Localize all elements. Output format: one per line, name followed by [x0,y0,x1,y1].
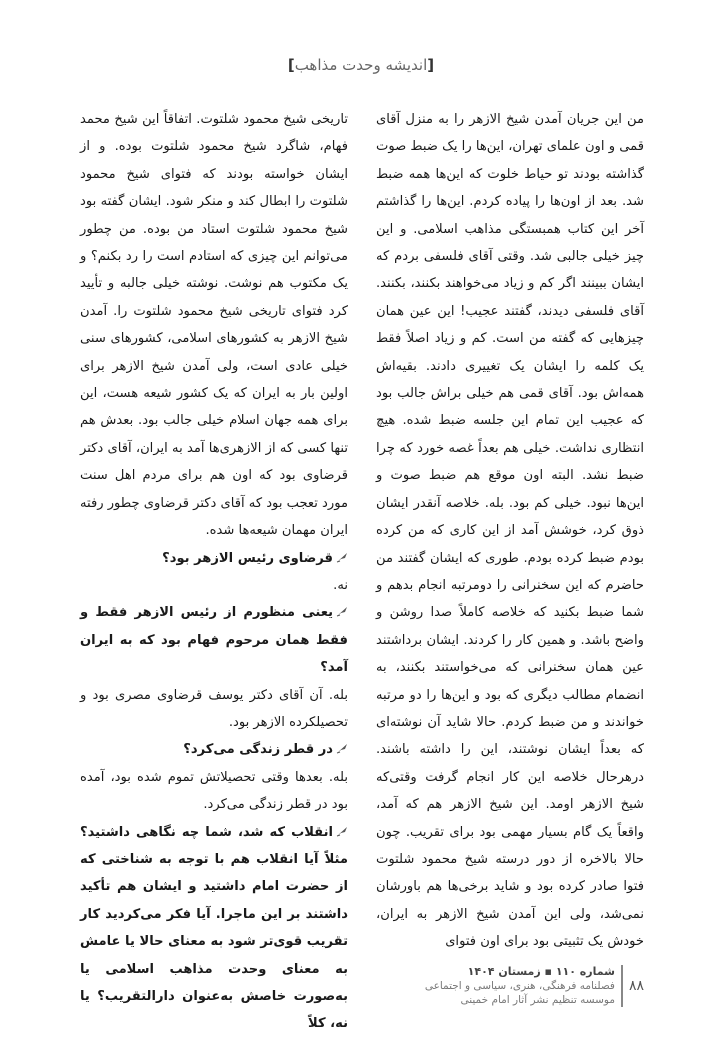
issue-info: شماره ۱۱۰ ▪ زمستان ۱۴۰۴ [467,965,615,978]
quill-pen-icon [336,552,348,563]
text-column-left [80,106,348,1038]
text-column-right [376,106,644,956]
footer-divider [621,965,623,1007]
paragraph [80,572,348,599]
footer-info [425,965,615,1007]
paragraph [80,764,348,819]
running-title [0,56,722,74]
quill-pen-icon [336,743,348,754]
paragraph-text: بله. آن آقای دکتر یوسف قرضاوی مصری بود و تحصیلکرده الازهر بود. [80,687,348,730]
journal-description: فصلنامه فرهنگی، هنری، سیاسی و اجتماعی [424,980,615,992]
interview-question [80,819,348,1038]
quill-pen-icon [336,826,348,837]
question-text: قرضاوی رئیس الازهر بود؟ [162,550,333,566]
paragraph-text: من این جریان آمدن شیخ الازهر را به منزل آقای قمی و اون علمای تهران، این‌ها را یک ضبط صوت گذاشته بودند تو حیاط خلوت که این‌ها همه ضبط شد. بعد از اون‌ها را پیاده کردم. این‌ها را گذاشتم آخر این کتاب همبستگی مذاهب اسلامی. و این چیز خیلی جالبی شد. وقتی آقای فلسفی بردم که ایشان ببینند اگر کم و زیاد می‌خواهند بکنند، بکنند. آقای فلسفی دیدند، گفتند عجیب! این عین همان چیزهایی که گفته من است. کم و زیاد اصلاً فقط یک کلمه را ایشان یک تغییری دادند. بقیه‌اش همه‌اش بود. آقای قمی هم خیلی براش جالب بود که عجیب این تمام این جلسه ضبط شده. هیچ انتظاری نداشت. خیلی هم بعداً غصه خورد که چرا ضبط نشد. البته اون موقع هم ضبط صوت و این‌ها نبود. خیلی کم بود. بله. خلاصه آنقدر ایشان ذوق کرد، خوشش آمد از این کاری که من کرده بودم ضبط کرده بودم. طوری که ایشان گفتند من حاضرم که این سخنرانی را دومرتبه انجام بدهم و شما ضبط بکنید که خلاصه کاملاً صدا روشن و واضح باشد. و همین کار را کردند. ایشان برداشتند عین همان سخنرانی که می‌خواستند بکنند، به انضمام مطالب دیگری که بود و این‌ها را دو مرتبه خواندند و من ضبط کردم. حالا شاید آن نوشته‌ای که بعداً ایشان نوشتند، این را داشته باشند. درهرحال خلاصه این کار انجام گرفت وقتی‌که شیخ الازهر اومد. این شیخ الازهر هم که آمد، واقعاً یک گام بسیار مهمی بود برای تقریب. چون حالا بالاخره از دور درسته شیخ محمود شلتوت فتوا صادر کرده بود و شاید برخی‌ها هم باورشان نمی‌شد، ولی این آمدن شیخ الازهر به ایران، خودش یک تثبیتی بود برای اون فتوای [376,112,644,950]
paragraph [376,106,644,956]
paragraph-text: تاریخی شیخ محمود شلتوت. اتفاقاً این شیخ محمد فهام، شاگرد شیخ محمود شلتوت بوده. و از ایشان خواسته بودند که فتوای شیخ محمود شلتوت را ابطال کند و منکر شود. ایشان گفته بود شیخ محمود شلتوت استاد من بوده. من چطور می‌توانم این چیزی که استادم است را رد بکنم؟ و یک مکتوب هم نوشت. نوشته خیلی جالبه و تأیید کرد فتوای تاریخی شیخ محمود شلتوت را. آمدن شیخ الازهر به کشورهای اسلامی، کشورهای سنی خیلی عادی است، ولی آمدن شیخ الازهر برای اولین بار به ایران که یک کشور شیعه هست، این برای همه جهان اسلام خیلی جالب بود. بعدش هم تنها کسی که از الازهری‌ها آمد به ایران، آقای دکتر قرضاوی بود که اون هم برای مردم اهل سنت مورد تعجب بود که آقای دکتر قرضاوی چطور رفته ایران مهمان شیعه‌ها شده. [79,112,348,539]
paragraph-text: بله. بعدها وقتی تحصیلاتش تموم شده بود، آمده بود در قطر زندگی می‌کرد. [80,769,348,813]
page-number: ۸۸ [628,978,644,994]
question-text: یعنی منظورم از رئیس الازهر فقط و فقط همان مرحوم فهام بود که به ایران آمد؟ [80,605,348,676]
interview-question [80,599,348,681]
page-footer [425,965,644,1007]
question-text: انقلاب که شد، شما چه نگاهی داشتید؟ مثلاً آیا انقلاب هم با توجه به شناختی که از حضرت امام داشتید و ایشان هم تأکید داشتند بر این ماجرا. آیا فکر می‌کردید کار تقریب قوی‌تر شود به معنای حالا یا عامش به معنای وحدت مذاهب اسلامی یا به‌صورت خاصش به‌عنوان دارالتقریب؟ یا نه، کلاً [80,824,348,1032]
publisher-name: موسسه تنظیم نشر آثار امام خمینی [460,994,615,1006]
paragraph [80,682,348,737]
bracket-close: ] [287,56,295,74]
paragraph [80,106,348,545]
interview-question [80,736,348,763]
section-title: اندیشه وحدت مذاهب [294,56,428,74]
paragraph-text: نه. [333,577,348,593]
quill-pen-icon [336,606,348,617]
interview-question [80,545,348,572]
question-text: در قطر زندگی می‌کرد؟ [183,742,333,758]
bracket-open: [ [427,56,435,74]
